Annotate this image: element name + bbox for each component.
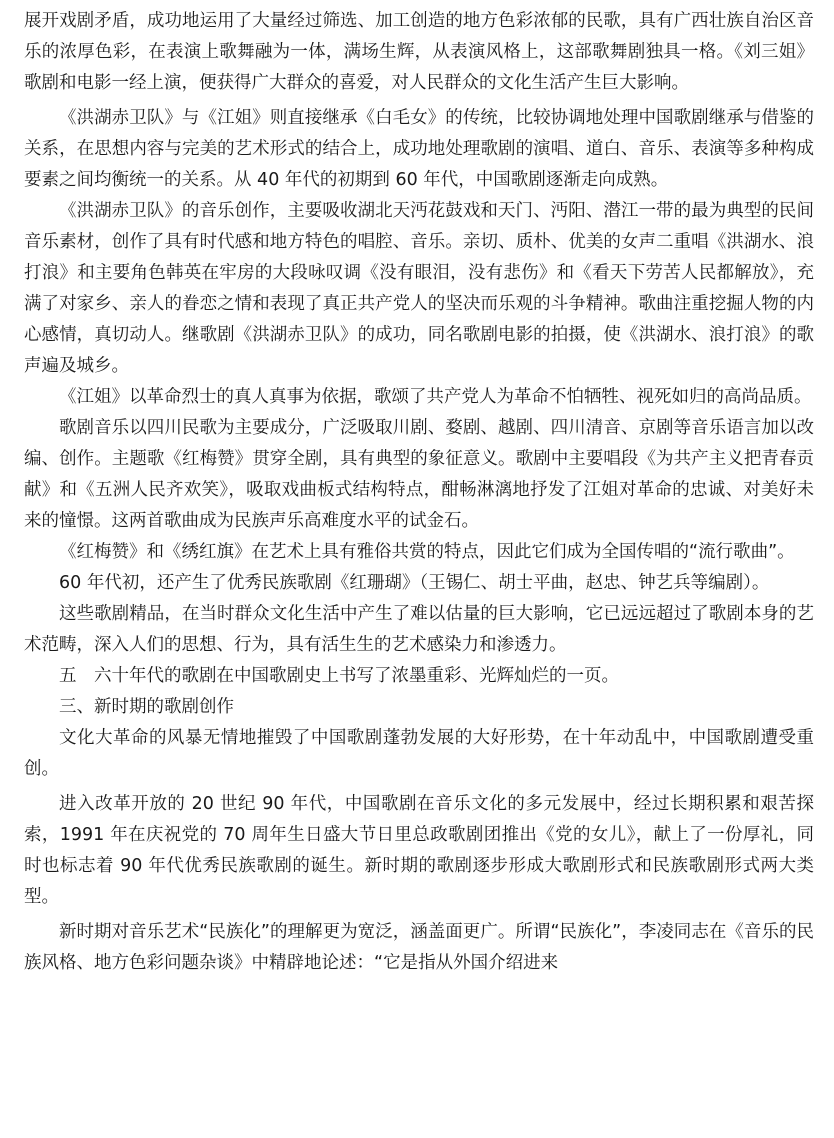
document-page: [24, 6, 814, 979]
paragraph-9: 五 六十年代的歌剧在中国歌剧史上书写了浓墨重彩、光辉灿烂的一页。: [59, 666, 619, 686]
paragraph-11: 进入改革开放的 20 世纪 90 年代，中国歌剧在音乐文化的多元发展中，经过长期积累和艰苦探索，1991 年在庆祝党的 70 周年生日盛大节日里总政歌剧团推出《党的女儿》，献上了一份厚礼，同时也标志着 90 年代优秀民族歌剧的诞生。新时期的歌剧逐步形成大歌剧形式和民族歌剧形式两大类型。: [24, 794, 814, 907]
paragraph-10: 文化大革命的风暴无情地摧毁了中国歌剧蓬勃发展的大好形势，在十年动乱中，中国歌剧遭受重创。: [24, 728, 814, 779]
paragraph-3: 《洪湖赤卫队》的音乐创作，主要吸收湖北天沔花鼓戏和天门、沔阳、潜江一带的最为典型的民间音乐素材，创作了具有时代感和地方特色的唱腔、音乐。亲切、质朴、优美的女声二重唱《洪湖水、浪打浪》和主要角色韩英在牢房的大段咏叹调《没有眼泪，没有悲伤》和《看天下劳苦人民都解放》，充满了对家乡、亲人的眷恋之情和表现了真正共产党人的坚决而乐观的斗争精神。歌曲注重挖掘人物的内心感情，真切动人。继歌剧《洪湖赤卫队》的成功，同名歌剧电影的拍摄，使《洪湖水、浪打浪》的歌声遍及城乡。: [24, 201, 814, 376]
paragraph-12: 新时期对音乐艺术“民族化”的理解更为宽泛，涵盖面更广。所谓“民族化”，李凌同志在《音乐的民族风格、地方色彩问题杂谈》中精辟地论述：“它是指从外国介绍进来: [24, 922, 814, 973]
section-heading: 三、新时期的歌剧创作: [59, 697, 234, 717]
paragraph-4: 《江姐》以革命烈士的真人真事为依据，歌颂了共产党人为革命不怕牺牲、视死如归的高尚品质。: [59, 387, 812, 407]
paragraph-2: 《洪湖赤卫队》与《江姐》则直接继承《白毛女》的传统，比较协调地处理中国歌剧继承与借鉴的关系，在思想内容与完美的艺术形式的结合上，成功地处理歌剧的演唱、道白、音乐、表演等多种构成要素之间均衡统一的关系。从 40 年代的初期到 60 年代，中国歌剧逐渐走向成熟。: [24, 108, 814, 190]
paragraph-7: 60 年代初，还产生了优秀民族歌剧《红珊瑚》（王锡仁、胡士平曲，赵忠、钟艺兵等编剧）。: [59, 573, 770, 593]
paragraph-5: 歌剧音乐以四川民歌为主要成分，广泛吸取川剧、婺剧、越剧、四川清音、京剧等音乐语言加以改编、创作。主题歌《红梅赞》贯穿全剧，具有典型的象征意义。歌剧中主要唱段《为共产主义把青春贡献》和《五洲人民齐欢笑》，吸取戏曲板式结构特点，酣畅淋漓地抒发了江姐对革命的忠诚、对美好未来的憧憬。这两首歌曲成为民族声乐高难度水平的试金石。: [24, 418, 814, 531]
paragraph-1: 展开戏剧矛盾，成功地运用了大量经过筛选、加工创造的地方色彩浓郁的民歌，具有广西壮族自治区音乐的浓厚色彩，在表演上歌舞融为一体，满场生辉，从表演风格上，这部歌舞剧独具一格。《刘三姐》歌剧和电影一经上演，便获得广大群众的喜爱，对人民群众的文化生活产生巨大影响。: [24, 11, 814, 93]
paragraph-6: 《红梅赞》和《绣红旗》在艺术上具有雅俗共赏的特点，因此它们成为全国传唱的“流行歌曲”。: [59, 542, 795, 562]
paragraph-8: 这些歌剧精品，在当时群众文化生活中产生了难以估量的巨大影响，它已远远超过了歌剧本身的艺术范畴，深入人们的思想、行为，具有活生生的艺术感染力和渗透力。: [24, 604, 814, 655]
